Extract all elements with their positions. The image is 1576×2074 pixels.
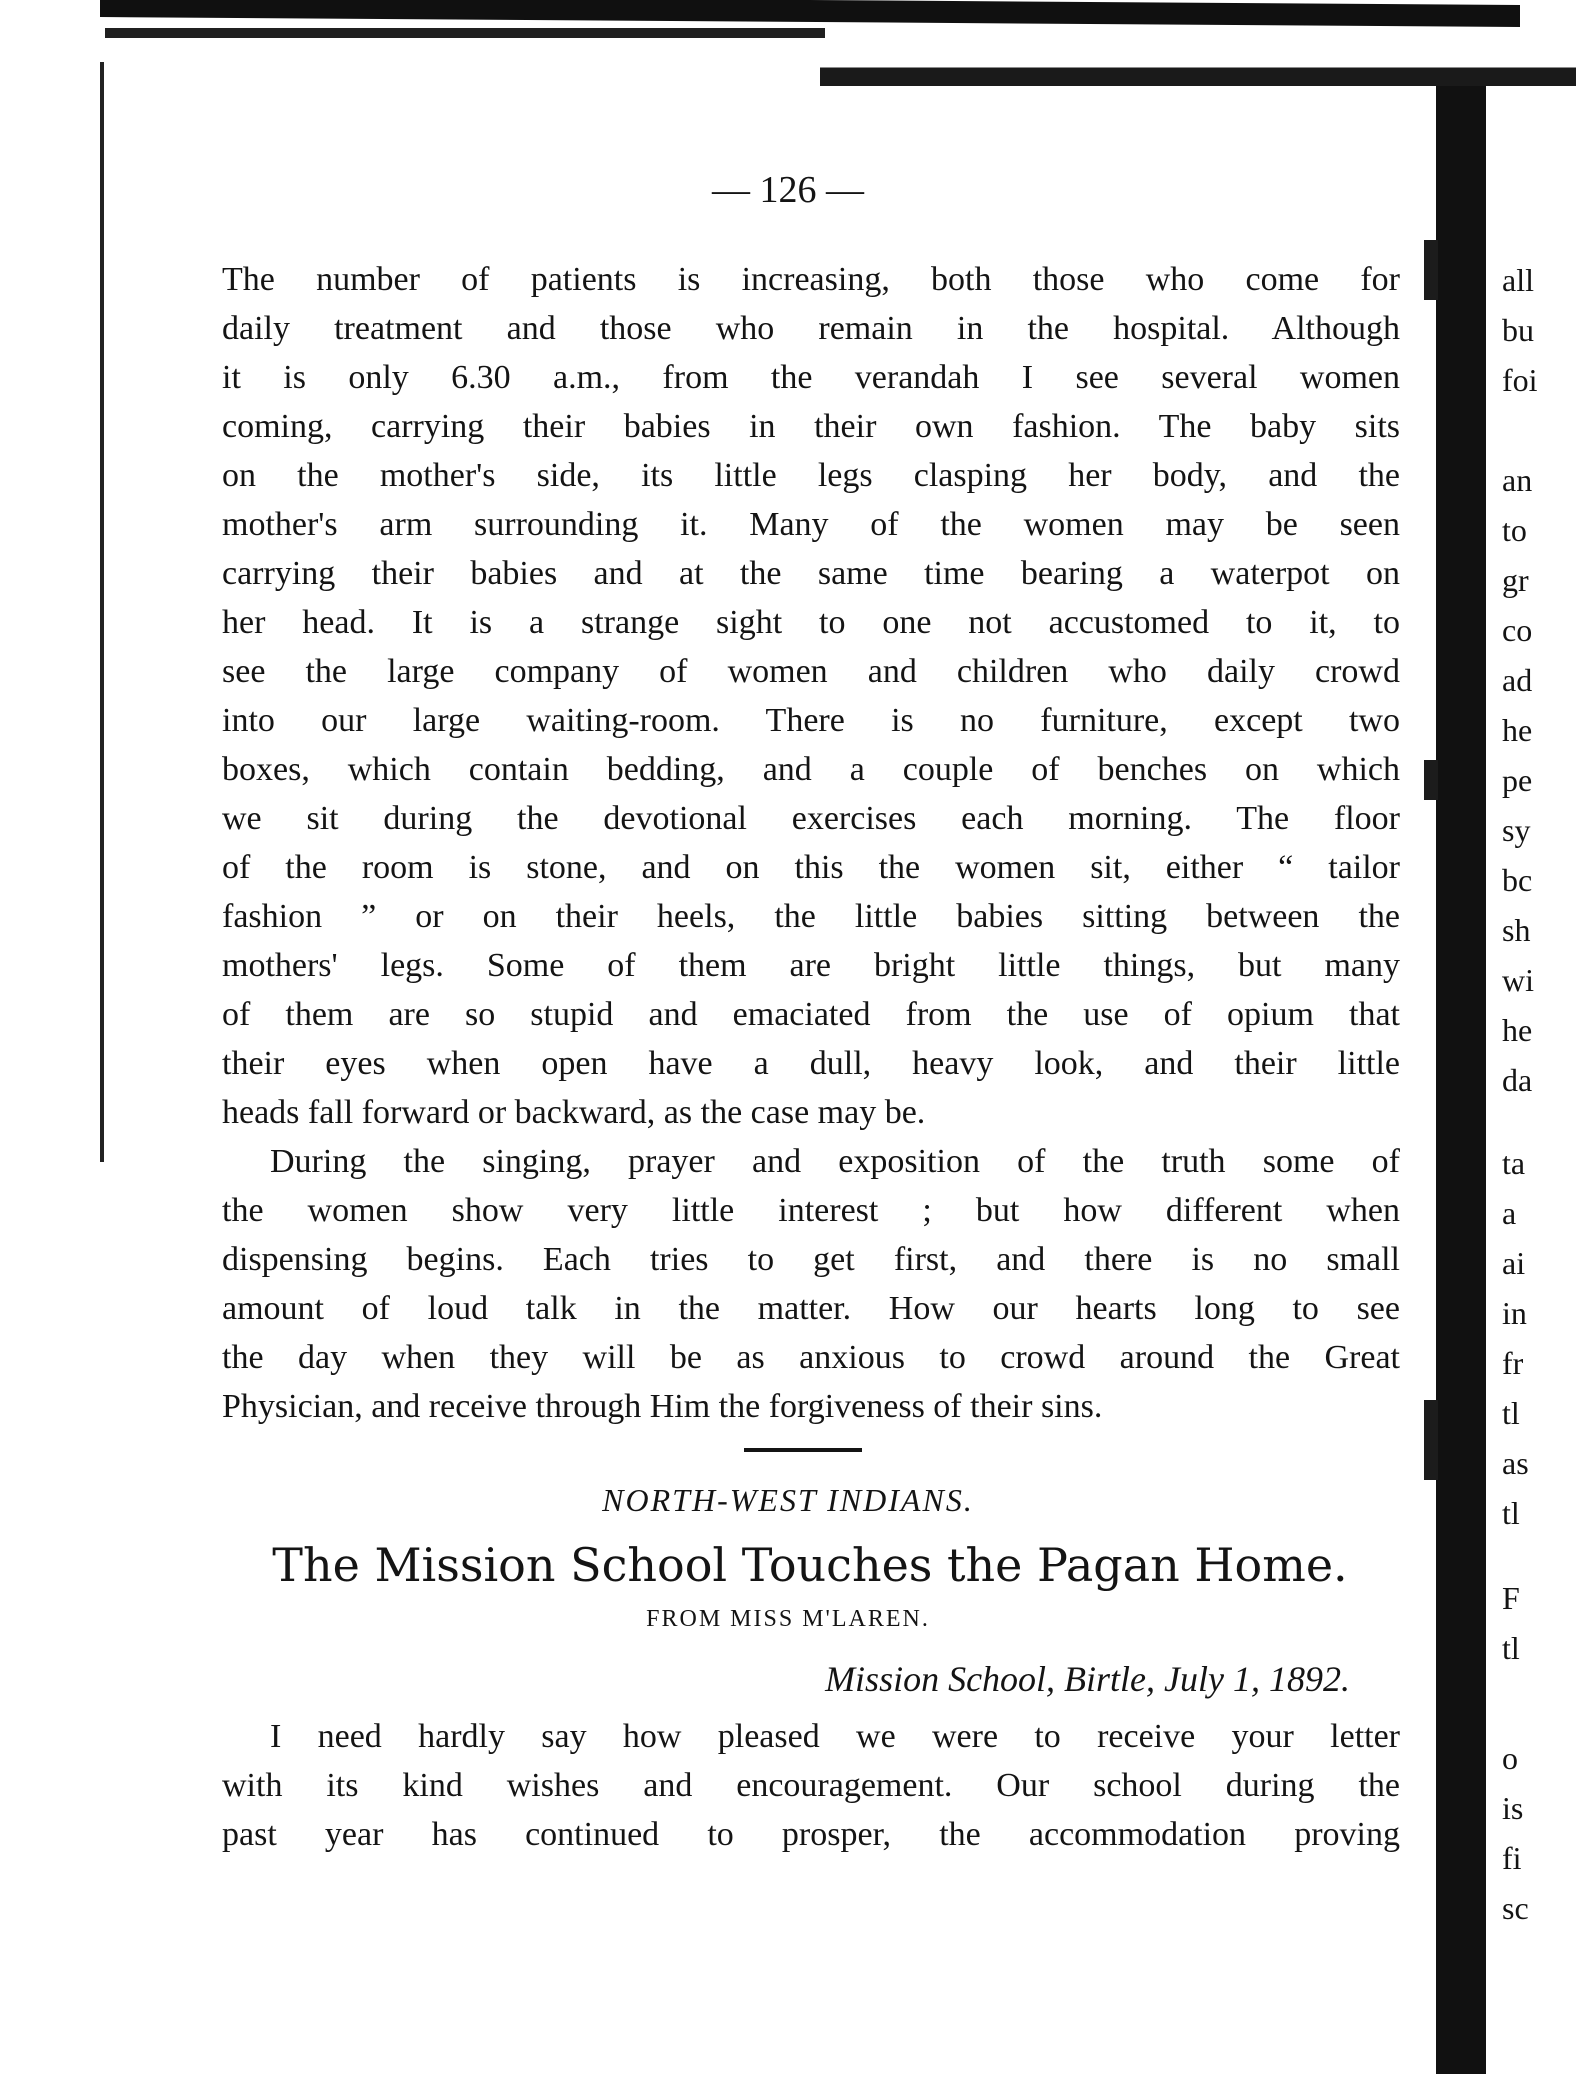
facing-page-fragment: ta	[1502, 1145, 1526, 1181]
text-line: see the large company of women and children who daily crowd	[222, 653, 1400, 690]
scan-top-edge-right	[820, 40, 1576, 86]
facing-page-fragment: to	[1502, 512, 1527, 548]
text-line: the day when they will be as anxious to crowd around the Great	[222, 1339, 1400, 1376]
text-line: mothers' legs. Some of them are bright little things, but many	[222, 947, 1400, 984]
text-line: heads fall forward or backward, as the case may be.	[222, 1094, 926, 1131]
facing-page-fragment: o	[1502, 1740, 1518, 1776]
facing-page-fragment: in	[1502, 1295, 1527, 1331]
text-line: During the singing, prayer and exposition of the truth some of	[270, 1143, 1400, 1180]
facing-page-fragment: gr	[1502, 562, 1529, 598]
text-line: with its kind wishes and encouragement. Our school during the	[222, 1767, 1400, 1804]
facing-page-fragment: he	[1502, 1012, 1533, 1048]
text-line: mother's arm surrounding it. Many of the women may be seen	[222, 506, 1400, 543]
facing-page-fragment: sc	[1502, 1890, 1529, 1926]
facing-page-fragment: bc	[1502, 862, 1533, 898]
spine-notch	[1424, 760, 1438, 800]
section-divider	[744, 1448, 862, 1452]
facing-page-fragment: pe	[1502, 762, 1533, 798]
scan-top-edge	[100, 0, 1520, 27]
facing-page-fragment: an	[1502, 462, 1533, 498]
text-line: their eyes when open have a dull, heavy look, and their little	[222, 1045, 1400, 1082]
text-line: I need hardly say how pleased we were to receive your letter	[270, 1718, 1400, 1755]
article-byline: FROM MISS M'LAREN.	[646, 1606, 930, 1632]
text-line: past year has continued to prosper, the accommodation proving	[222, 1816, 1400, 1853]
article-body	[222, 255, 1400, 1431]
text-line: dispensing begins. Each tries to get first, and there is no small	[222, 1241, 1400, 1278]
facing-page-fragment: he	[1502, 712, 1533, 748]
text-line: carrying their babies and at the same time bearing a waterpot on	[222, 555, 1400, 592]
text-line: Physician, and receive through Him the forgiveness of their sins.	[222, 1388, 1103, 1425]
text-line: it is only 6.30 a.m., from the verandah I see several women	[222, 359, 1400, 396]
facing-page-fragment: sh	[1502, 912, 1531, 948]
page-left-border	[100, 62, 104, 1162]
section-region-heading: NORTH-WEST INDIANS.	[602, 1482, 974, 1518]
text-line: The number of patients is increasing, both those who come for	[222, 261, 1400, 298]
article-dateline: Mission School, Birtle, July 1, 1892.	[825, 1659, 1350, 1699]
facing-page-fragment: ad	[1502, 662, 1533, 698]
text-line: daily treatment and those who remain in the hospital. Although	[222, 310, 1400, 347]
article-body	[222, 1712, 1400, 1859]
text-line: of the room is stone, and on this the women sit, either “ tailor	[222, 849, 1400, 886]
facing-page-fragment: co	[1502, 612, 1533, 648]
text-line: the women show very little interest ; but how different when	[222, 1192, 1400, 1229]
facing-page-fragment: tl	[1502, 1630, 1520, 1666]
text-line: of them are so stupid and emaciated from the use of opium that	[222, 996, 1400, 1033]
text-line: amount of loud talk in the matter. How our hearts long to see	[222, 1290, 1400, 1327]
text-line: we sit during the devotional exercises each morning. The floor	[222, 800, 1400, 837]
facing-page-fragment: wi	[1502, 962, 1534, 998]
text-line: her head. It is a strange sight to one not accustomed to it, to	[222, 604, 1400, 641]
text-line: into our large waiting-room. There is no furniture, except two	[222, 702, 1400, 739]
facing-page-fragment: is	[1502, 1790, 1524, 1826]
text-line: on the mother's side, its little legs clasping her body, and the	[222, 457, 1400, 494]
facing-page-fragment: bu	[1502, 312, 1534, 348]
spine-notch	[1424, 240, 1438, 300]
facing-page-fragment: tl	[1502, 1395, 1520, 1431]
article-headline: The Mission School Touches the Pagan Home.	[272, 1538, 1348, 1592]
page-number: — 126 —	[712, 169, 864, 211]
facing-page-fragment: as	[1502, 1445, 1529, 1481]
scan-top-edge-inner	[105, 28, 825, 38]
text-line: coming, carrying their babies in their own fashion. The baby sits	[222, 408, 1400, 445]
facing-page-fragment: a	[1502, 1195, 1517, 1231]
text-line: boxes, which contain bedding, and a couple of benches on which	[222, 751, 1400, 788]
facing-page-fragment: F	[1502, 1580, 1520, 1616]
facing-page-fragment: all	[1502, 262, 1534, 298]
book-spine-shadow	[1436, 86, 1486, 2074]
facing-page-fragment: sy	[1502, 812, 1531, 848]
facing-page-fragment: fr	[1502, 1345, 1524, 1381]
facing-page-fragment: da	[1502, 1062, 1533, 1098]
facing-page-fragment: fi	[1502, 1840, 1522, 1876]
facing-page-fragment: foi	[1502, 362, 1538, 398]
text-line: fashion ” or on their heels, the little babies sitting between the	[222, 898, 1400, 935]
facing-page-fragment: tl	[1502, 1495, 1520, 1531]
facing-page-fragment: ai	[1502, 1245, 1526, 1281]
spine-notch	[1424, 1400, 1438, 1480]
